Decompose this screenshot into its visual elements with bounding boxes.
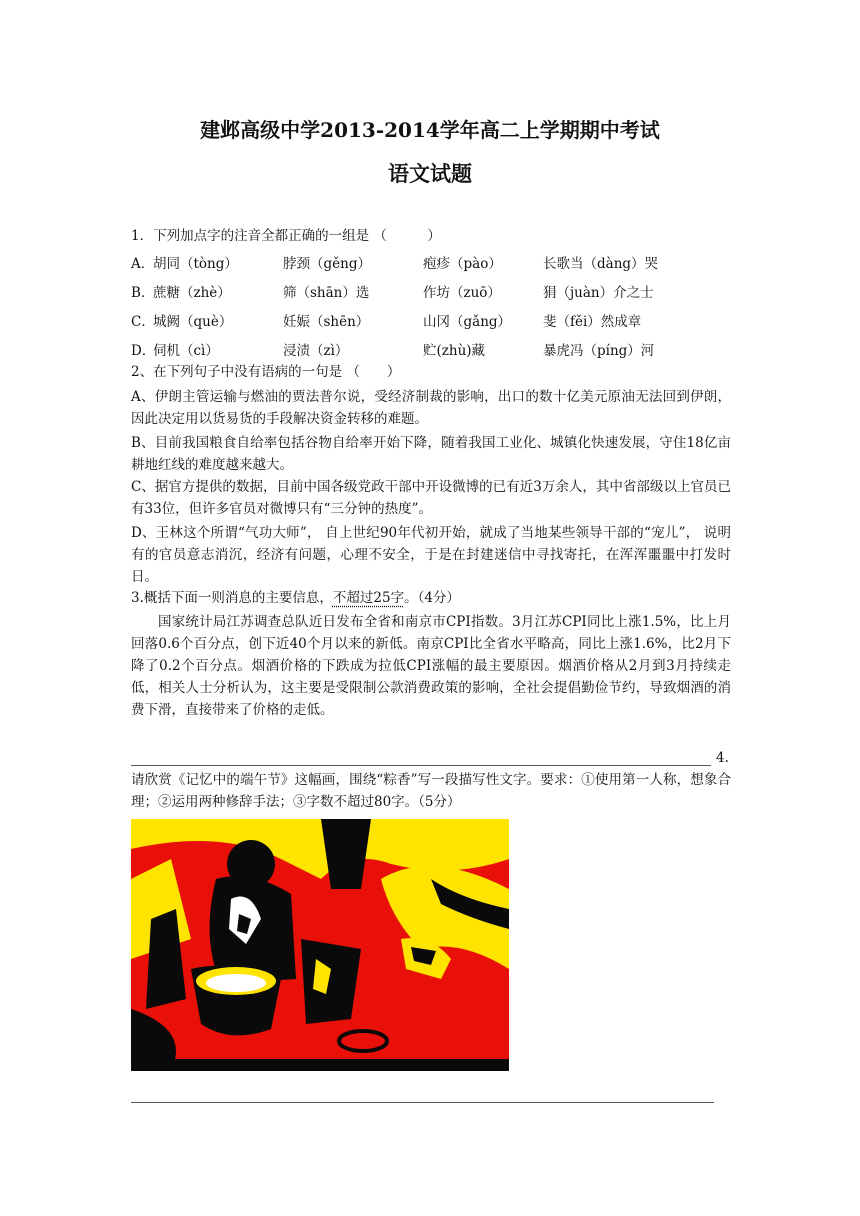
- q3-stem: [131, 588, 460, 608]
- q3-emphasis: 不超过25字: [332, 590, 405, 606]
- answer-line[interactable]: [131, 765, 711, 766]
- option-label: B．: [131, 285, 155, 301]
- option-item: 山冈（gǎng）: [423, 314, 512, 330]
- painting-svg: [131, 819, 509, 1071]
- q3-stem-part: 。（4分）: [404, 590, 460, 606]
- option-item: 暴虎冯（píng）河: [543, 343, 655, 359]
- dragon-boat-painting: [131, 819, 509, 1071]
- q2-option-a: A、伊朗主管运输与燃油的贾法普尔说，受经济制裁的影响，出口的数十亿美元原油无法回到伊朗，因此决定用以货易货的手段解决资金转移的难题。: [131, 389, 731, 427]
- option-item: 狷（juàn）介之士: [543, 285, 654, 301]
- q4-stem: 请欣赏《记忆中的端午节》这幅画，围绕“粽香”写一段描写性文字。要求：①使用第一人称，想象合理；②运用两种修辞手法；③字数不超过80字。（5分）: [131, 772, 731, 810]
- option-item: 蔗糖（zhè）: [153, 285, 231, 301]
- q2-option-d: D、王林这个所谓“气功大师”， 自上世纪90年代初开始，就成了当地某些领导干部的“宠儿”， 说明有的官员意志消沉，经济有问题，心理不安全，于是在封建迷信中寻找寄托，在浑浑噩噩中打发时日。: [131, 525, 731, 585]
- option-item: 长歌当（dàng）哭: [543, 256, 659, 272]
- option-item: 伺机（cì）: [153, 343, 219, 359]
- q2-stem: 2、在下列句子中没有语病的一句是 （ ）: [131, 364, 401, 380]
- option-label: D．: [131, 343, 156, 359]
- option-item: 妊娠（shēn）: [283, 314, 370, 330]
- option-item: 胡同（tòng）: [153, 256, 238, 272]
- q1-stem: 1．下列加点字的注音全都正确的一组是 （ ）: [131, 228, 441, 244]
- exam-subtitle: 语文试题: [388, 161, 472, 186]
- exam-title: 建邺高级中学2013-2014学年高二上学期期中考试: [200, 118, 660, 142]
- option-label: A．: [131, 256, 155, 272]
- q2-option-c: C、据官方提供的数据，目前中国各级党政干部中开设微博的已有近3万余人，其中省部级以上官员已有33位，但许多官员对微博只有“三分钟的热度”。: [131, 479, 731, 517]
- option-item: 贮(zhù)藏: [423, 343, 486, 359]
- q2-option-b: B、目前我国粮食自给率包括谷物自给率开始下降，随着我国工业化、城镇化快速发展，守住18亿亩耕地红线的难度越来越大。: [131, 435, 731, 473]
- q3-stem-part: 3.概括下面一则消息的主要信息，: [131, 590, 333, 606]
- option-item: 城阙（què）: [153, 314, 233, 330]
- q3-passage: 国家统计局江苏调查总队近日发布全省和南京市CPI指数。3月江苏CPI同比上涨1.5%，比上月回落0.6个百分点，创下近40个月以来的新低。南京CPI比全省水平略高，同比上涨1.6%，比2月下降了0.2个百分点。烟酒价格的下跌成为拉低CPI涨幅的最主要原因。烟酒价格从2月到3月持续走低，相关人士分析认为，这主要是受限制公款消费政策的影响，全社会提倡勤俭节约，导致烟酒的消费下滑，直接带来了价格的走低。: [131, 614, 731, 718]
- option-item: 脖颈（gěng）: [283, 256, 371, 272]
- option-item: 筛（shān）选: [283, 285, 370, 301]
- option-item: 浸渍（zì）: [283, 343, 349, 359]
- answer-line[interactable]: [131, 1102, 714, 1103]
- option-item: 疱疹（pào）: [423, 256, 502, 272]
- option-label: C．: [131, 314, 155, 330]
- q4-number: 4.: [716, 750, 729, 766]
- option-item: 斐（fěi）然成章: [543, 314, 642, 330]
- option-item: 作坊（zuō）: [423, 285, 501, 301]
